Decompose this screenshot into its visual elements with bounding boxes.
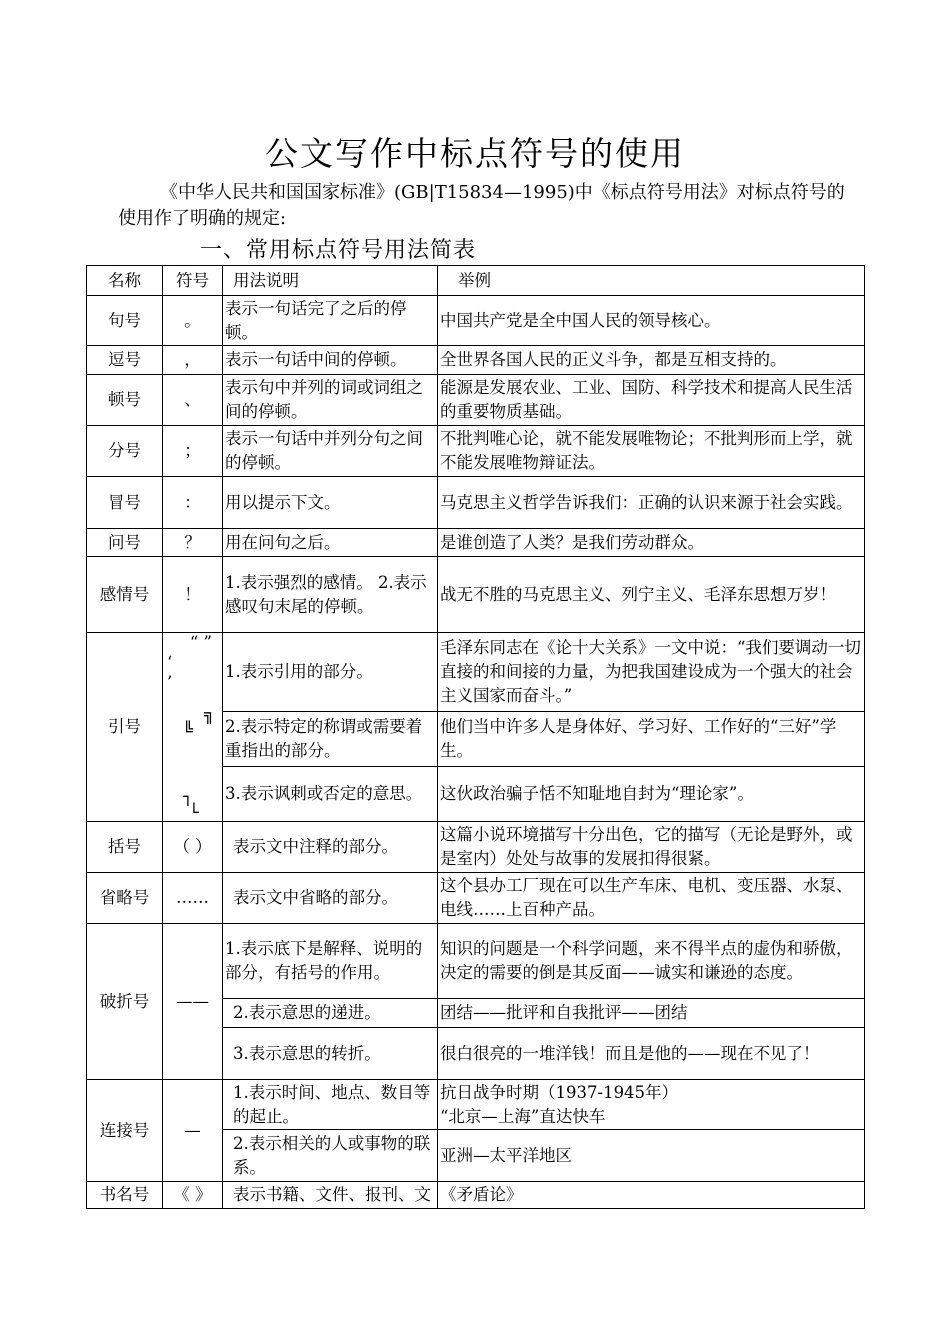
row-symbol: 。: [163, 296, 223, 346]
quote-corner-close: ╚: [183, 721, 193, 740]
table-row: [87, 633, 865, 712]
row-symbol: ，: [163, 346, 223, 375]
quote-bracket-open: ┐: [183, 787, 193, 806]
row-example: 战无不胜的马克思主义、列宁主义、毛泽东思想万岁！: [438, 557, 865, 633]
row-usage: 表示句中并列的词或词组之间的停顿。: [223, 375, 438, 426]
table-row: [87, 873, 865, 924]
table-row: [87, 822, 865, 873]
section-heading: 一、常用标点符号用法简表: [200, 238, 477, 263]
row-usage: 2.表示意思的递进。: [223, 999, 438, 1028]
row-example: 毛泽东同志在《论十大关系》一文中说：“我们要调动一切直接的和间接的力量，为把我国建设成为一个强大的社会主义国家而奋斗。”: [438, 633, 865, 712]
row-example: 中国共产党是全中国人民的领导核心。: [438, 296, 865, 346]
row-name: 分号: [87, 426, 163, 477]
table-row: [87, 346, 865, 375]
quote-bracket-close: └: [189, 803, 199, 822]
row-symbol: 《 》: [163, 1182, 223, 1209]
row-symbol: ——: [163, 924, 223, 1080]
table-row: [87, 557, 865, 633]
row-example: 这个县办工厂现在可以生产车床、电机、变压器、水泵、电线……上百种产品。: [438, 873, 865, 924]
row-example: 他们当中许多人是身体好、学习好、工作好的“三好”学生。: [438, 712, 865, 767]
row-usage: 用以提示下文。: [223, 477, 438, 529]
table-row: [87, 426, 865, 477]
punctuation-table: [86, 265, 865, 1209]
row-name: 顿号: [87, 375, 163, 426]
row-symbol: ……: [163, 873, 223, 924]
quote-single-symbol: ‘ ’: [167, 653, 203, 692]
row-usage: 表示文中省略的部分。: [223, 873, 438, 924]
row-example: 《矛盾论》: [438, 1182, 865, 1209]
row-usage: 1.表示底下是解释、说明的部分，有括号的作用。: [223, 924, 438, 999]
table-row: [87, 924, 865, 999]
row-example: 知识的问题是一个科学问题，来不得半点的虚伪和骄傲，决定的需要的倒是其反面——诚实和谦逊的态度。: [438, 924, 865, 999]
row-example: 马克思主义哲学告诉我们：正确的认识来源于社会实践。: [438, 477, 865, 529]
row-usage: 3.表示意思的转折。: [223, 1028, 438, 1080]
row-example: 团结——批评和自我批评——团结: [438, 999, 865, 1028]
row-example: 亚洲—太平洋地区: [438, 1130, 865, 1182]
table-row: [87, 1080, 865, 1130]
row-example: 能源是发展农业、工业、国防、科学技术和提高人民生活的重要物质基础。: [438, 375, 865, 426]
connector-example-line2: “北京—上海”直达快车: [440, 1106, 606, 1126]
row-usage: 2.表示特定的称谓或需要着重指出的部分。: [223, 712, 438, 767]
header-usage: 用法说明: [223, 266, 438, 296]
table-row: [87, 477, 865, 529]
quote-double-symbol: “ ”: [189, 633, 212, 652]
row-usage: 1.表示强烈的感情。 2.表示感叹句末尾的停顿。: [223, 557, 438, 633]
row-example: 很白很亮的一堆洋钱！而且是他的——现在不见了！: [438, 1028, 865, 1080]
table-row: [87, 1182, 865, 1209]
table-row: [87, 529, 865, 557]
row-usage: 表示书籍、文件、报刊、文: [223, 1182, 438, 1209]
row-name: 破折号: [87, 924, 163, 1080]
quote-corner-open: ╗: [204, 705, 214, 724]
connector-example-line1: 抗日战争时期（1937-1945年）: [440, 1082, 679, 1102]
row-name: 感情号: [87, 557, 163, 633]
row-name: 问号: [87, 529, 163, 557]
table-row: [87, 296, 865, 346]
table-header-row: [87, 266, 865, 296]
row-example: 这伙政治骗子恬不知耻地自封为“理论家”。: [438, 767, 865, 822]
row-symbol: ；: [163, 426, 223, 477]
row-symbol: ！: [163, 557, 223, 633]
row-usage: 1.表示时间、地点、数目等的起止。: [223, 1080, 438, 1130]
quote-symbol-cell: [163, 633, 223, 822]
row-name: 冒号: [87, 477, 163, 529]
row-usage: 表示一句话中并列分句之间的停顿。: [223, 426, 438, 477]
row-name: 省略号: [87, 873, 163, 924]
row-name: 引号: [87, 633, 163, 822]
row-name: 逗号: [87, 346, 163, 375]
row-usage: 1.表示引用的部分。: [223, 633, 438, 712]
header-example: 举例: [438, 266, 865, 296]
header-symbol: 符号: [163, 266, 223, 296]
row-usage: 表示一句话中间的停顿。: [223, 346, 438, 375]
intro-paragraph: 《中华人民共和国国家标准》(GB|T15834—1995)中《标点符号用法》对标点符号的使用作了明确的规定:: [118, 182, 845, 229]
row-name: 书名号: [87, 1182, 163, 1209]
row-name: 括号: [87, 822, 163, 873]
row-name: 连接号: [87, 1080, 163, 1182]
page-title: 公文写作中标点符号的使用: [265, 134, 685, 173]
row-symbol: （ ）: [163, 822, 223, 873]
row-symbol: ？: [163, 529, 223, 557]
row-usage: 表示文中注释的部分。: [223, 822, 438, 873]
header-name: 名称: [87, 266, 163, 296]
row-example: 这篇小说环境描写十分出色，它的描写（无论是野外，或是室内）处处与故事的发展扣得很紧。: [438, 822, 865, 873]
row-example: 是谁创造了人类？是我们劳动群众。: [438, 529, 865, 557]
row-symbol: 、: [163, 375, 223, 426]
row-symbol: ：: [163, 477, 223, 529]
row-example: [438, 1080, 865, 1130]
row-example: 全世界各国人民的正义斗争，都是互相支持的。: [438, 346, 865, 375]
row-usage: 2.表示相关的人或事物的联系。: [223, 1130, 438, 1182]
row-usage: 表示一句话完了之后的停顿。: [223, 296, 438, 346]
row-name: 句号: [87, 296, 163, 346]
row-usage: 用在问句之后。: [223, 529, 438, 557]
row-usage: 3.表示讽刺或否定的意思。: [223, 767, 438, 822]
table-row: [87, 375, 865, 426]
row-example: 不批判唯心论，就不能发展唯物论；不批判形而上学，就不能发展唯物辩证法。: [438, 426, 865, 477]
row-symbol: —: [163, 1080, 223, 1182]
